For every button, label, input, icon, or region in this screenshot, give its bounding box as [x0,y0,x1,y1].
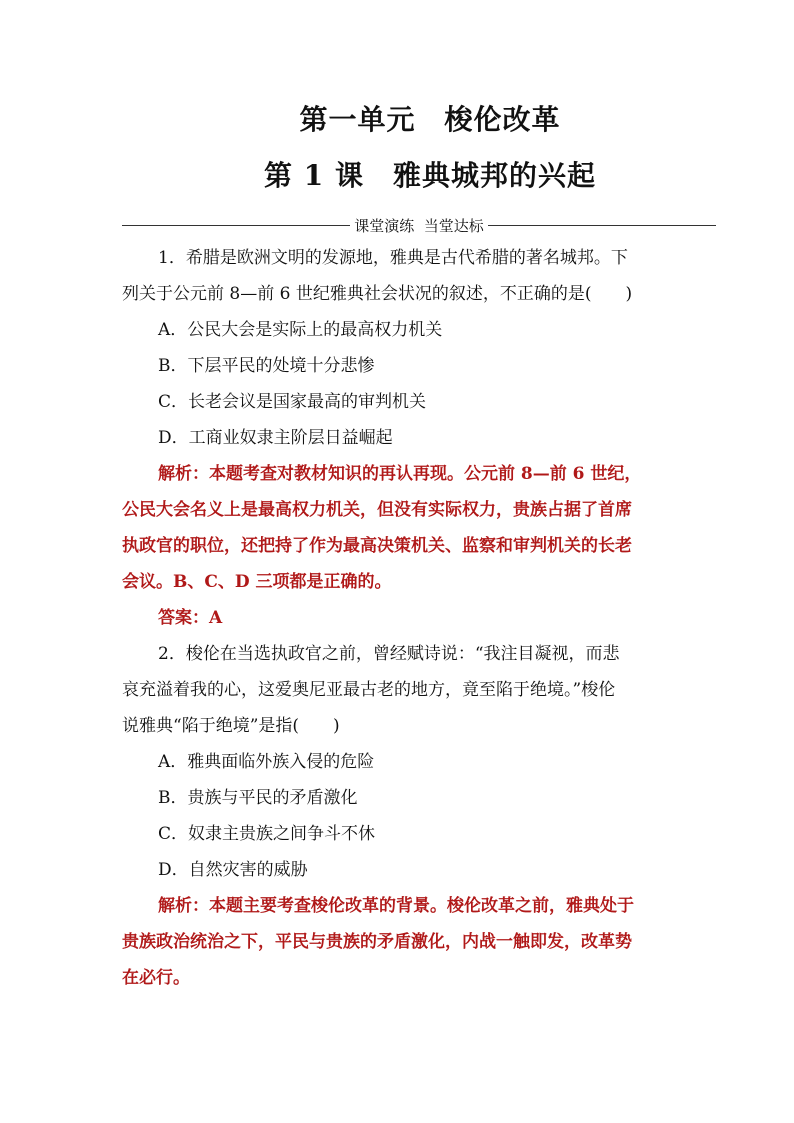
answer-line [122,600,682,636]
option-c: C．长老会议是国家最高的审判机关 [158,392,427,412]
section-divider [122,214,716,236]
option-b: B．贵族与平民的矛盾激化 [158,788,358,808]
answer-value: ：A [192,608,223,628]
unit-title: 第一单元 梭伦改革 [299,103,561,136]
section-label: 课堂演练 当堂达标 [354,216,484,235]
option-a: A．公民大会是实际上的最高权力机关 [158,320,443,340]
option-d: D．自然灾害的威胁 [158,860,308,880]
answer-label: 答案 [158,608,192,628]
question-stem-line: 2．梭伦在当选执政官之前，曾经赋诗说：“我注目凝视，而悲 [158,644,620,664]
analysis-text: ：本题主要考查梭伦改革的背景。梭伦改革之前，雅典处于 [192,896,634,916]
analysis-line [122,456,682,492]
question-list [122,240,682,996]
analysis-label: 解析 [158,464,192,484]
analysis-line: 在必行。 [122,968,190,988]
question-stem-line: 列关于公元前 8—前 6 世纪雅典社会状况的叙述，不正确的是( ) [122,284,633,304]
analysis-line: 贵族政治统治之下，平民与贵族的矛盾激化，内战一触即发，改革势 [122,932,632,952]
analysis-line [122,888,682,924]
option-c: C．奴隶主贵族之间争斗不休 [158,824,376,844]
analysis-label: 解析 [158,896,192,916]
question-stem-line: 哀充溢着我的心，这爱奥尼亚最古老的地方，竟至陷于绝境。”梭伦 [122,680,616,700]
question-stem-line: 说雅典“陷于绝境”是指( ) [122,716,340,736]
divider-rule-right [488,225,716,226]
question-2 [122,636,682,996]
question-stem-line: 1．希腊是欧洲文明的发源地，雅典是古代希腊的著名城邦。下 [158,248,628,268]
analysis-line: 公民大会名义上是最高权力机关，但没有实际权力，贵族占据了首席 [122,500,632,520]
analysis-text: ：本题考查对教材知识的再认再现。公元前 8—前 6 世纪， [192,464,642,484]
divider-rule-left [122,225,350,226]
option-b: B．下层平民的处境十分悲惨 [158,356,375,376]
analysis-line: 会议。B、C、D 三项都是正确的。 [122,572,392,592]
lesson-title: 第 1 课 雅典城邦的兴起 [264,159,596,192]
option-d: D．工商业奴隶主阶层日益崛起 [158,428,393,448]
option-a: A．雅典面临外族入侵的危险 [158,752,375,772]
question-1 [122,240,682,636]
analysis-line: 执政官的职位，还把持了作为最高决策机关、监察和审判机关的长老 [122,536,632,556]
